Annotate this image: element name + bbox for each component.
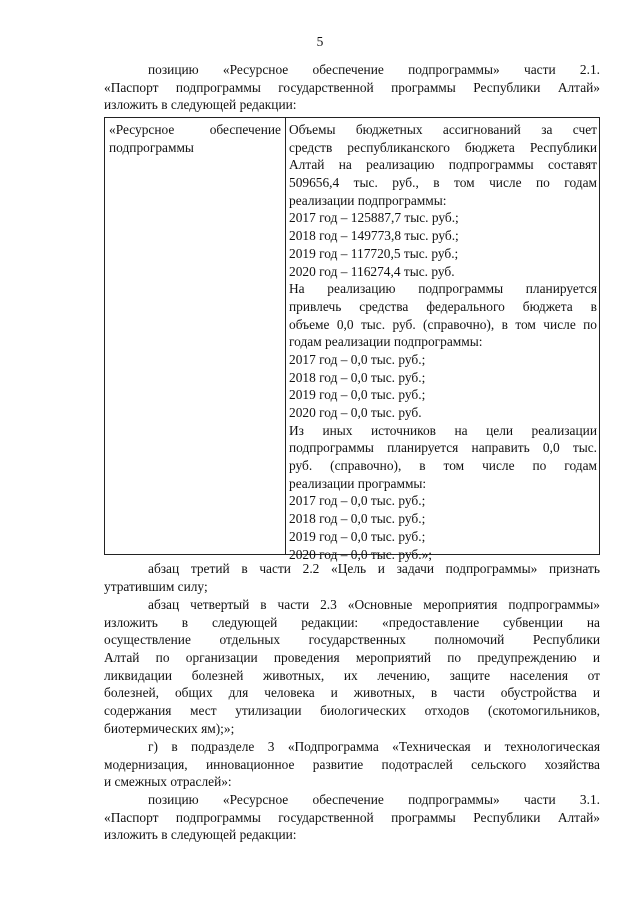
- table-right-line: Объемы бюджетных ассигнований за счет: [289, 122, 597, 137]
- table-right-line: реализации подпрограммы:: [289, 192, 447, 208]
- table-right-line: 2020 год – 0,0 тыс. руб.: [289, 405, 422, 420]
- paragraph-line: абзац третий в части 2.2 «Цель и задачи подпрограммы» признать: [148, 561, 600, 576]
- intro-line-1: позицию «Ресурсное обеспечение подпрограммы» части 2.1.: [148, 62, 600, 77]
- table-right-line: годам реализации подпрограммы:: [289, 334, 483, 350]
- table-right-line: 2017 год – 0,0 тыс. руб.;: [289, 493, 426, 509]
- table-right-line: 2019 год – 0,0 тыс. руб.;: [289, 387, 426, 403]
- table-right-line: Алтай на реализацию подпрограммы составят: [289, 157, 597, 173]
- table-right-line: 2018 год – 0,0 тыс. руб.;: [289, 511, 426, 527]
- table-right-line: руб. (справочно), в том числе по годам: [289, 458, 597, 474]
- table-right-line: привлечь средства федерального бюджета в: [289, 298, 597, 314]
- paragraph-line: болезней, общих для человека и животных, в части обустройства и: [104, 685, 600, 701]
- page-number: 5: [316, 34, 324, 49]
- table-right-line: 2019 год – 0,0 тыс. руб.;: [289, 528, 426, 544]
- table-right-line: 2018 год – 0,0 тыс. руб.;: [289, 369, 426, 385]
- table-column-divider: [285, 118, 286, 554]
- table-right-line: реализации программы:: [289, 475, 427, 491]
- paragraph-line: содержания мест утилизации биологических отходов (скотомогильников,: [104, 703, 600, 719]
- resource-table: [104, 117, 600, 562]
- table-right-line: объеме 0,0 тыс. руб. (справочно), в том числе по: [289, 316, 597, 332]
- table-right-line: На реализацию подпрограммы планируется: [289, 281, 597, 297]
- paragraph-line: утратившим силу;: [104, 578, 208, 594]
- intro-line-2: «Паспорт подпрограммы государственной программы Республики Алтай»: [104, 79, 600, 95]
- paragraph-line: изложить в следующей редакции: «предоставление субвенции на: [104, 614, 600, 630]
- paragraph-4: [104, 791, 600, 844]
- table-left-line-2: подпрограммы: [109, 139, 194, 155]
- table-right-line: средств республиканского бюджета Республики: [289, 139, 597, 155]
- table-left-cell: [109, 121, 281, 156]
- paragraph-line: г) в подразделе 3 «Подпрограмма «Техническая и технологическая: [148, 739, 600, 754]
- paragraph-line: модернизация, инновационное развитие подотраслей сельского хозяйства: [104, 756, 600, 772]
- intro-paragraph: [104, 61, 600, 114]
- table-right-line: 2018 год – 149773,8 тыс. руб.;: [289, 228, 459, 244]
- table-right-cell: [289, 121, 597, 563]
- paragraph-line: абзац четвертый в части 2.3 «Основные мероприятия подпрограммы»: [148, 597, 600, 612]
- paragraph-line: ликвидации болезней животных, их лечению, защите населения от: [104, 667, 600, 683]
- paragraph-line: позицию «Ресурсное обеспечение подпрограммы» части 3.1.: [148, 792, 600, 807]
- table-right-line: 2017 год – 125887,7 тыс. руб.;: [289, 210, 459, 226]
- paragraph-2: [104, 596, 600, 738]
- table-right-line: подпрограммы планируется направить 0,0 тыс.: [289, 440, 597, 456]
- table-right-line: 2020 год – 0,0 тыс. руб.»;: [289, 546, 432, 562]
- paragraph-line: и смежных отраслей»:: [104, 774, 232, 790]
- paragraph-line: изложить в следующей редакции:: [104, 827, 297, 843]
- table-right-line: 509656,4 тыс. руб., в том числе по годам: [289, 175, 597, 191]
- table-right-line: 2020 год – 116274,4 тыс. руб.: [289, 263, 455, 279]
- table-left-line-1: «Ресурсное обеспечение: [109, 122, 281, 137]
- paragraph-1: [104, 560, 600, 595]
- paragraph-3: [104, 738, 600, 791]
- paragraph-line: «Паспорт подпрограммы государственной программы Республики Алтай»: [104, 809, 600, 825]
- paragraph-line: Алтай по организации проведения мероприятий по предупреждению и: [104, 650, 600, 666]
- paragraph-line: осуществление отдельных государственных полномочий Республики: [104, 632, 600, 648]
- table-right-line: 2019 год – 117720,5 тыс. руб.;: [289, 245, 459, 261]
- table-right-line: Из иных источников на цели реализации: [289, 422, 597, 438]
- table-right-line: 2017 год – 0,0 тыс. руб.;: [289, 351, 426, 367]
- paragraph-line: биотермических ям);»;: [104, 720, 235, 736]
- intro-line-3: изложить в следующей редакции:: [104, 97, 297, 113]
